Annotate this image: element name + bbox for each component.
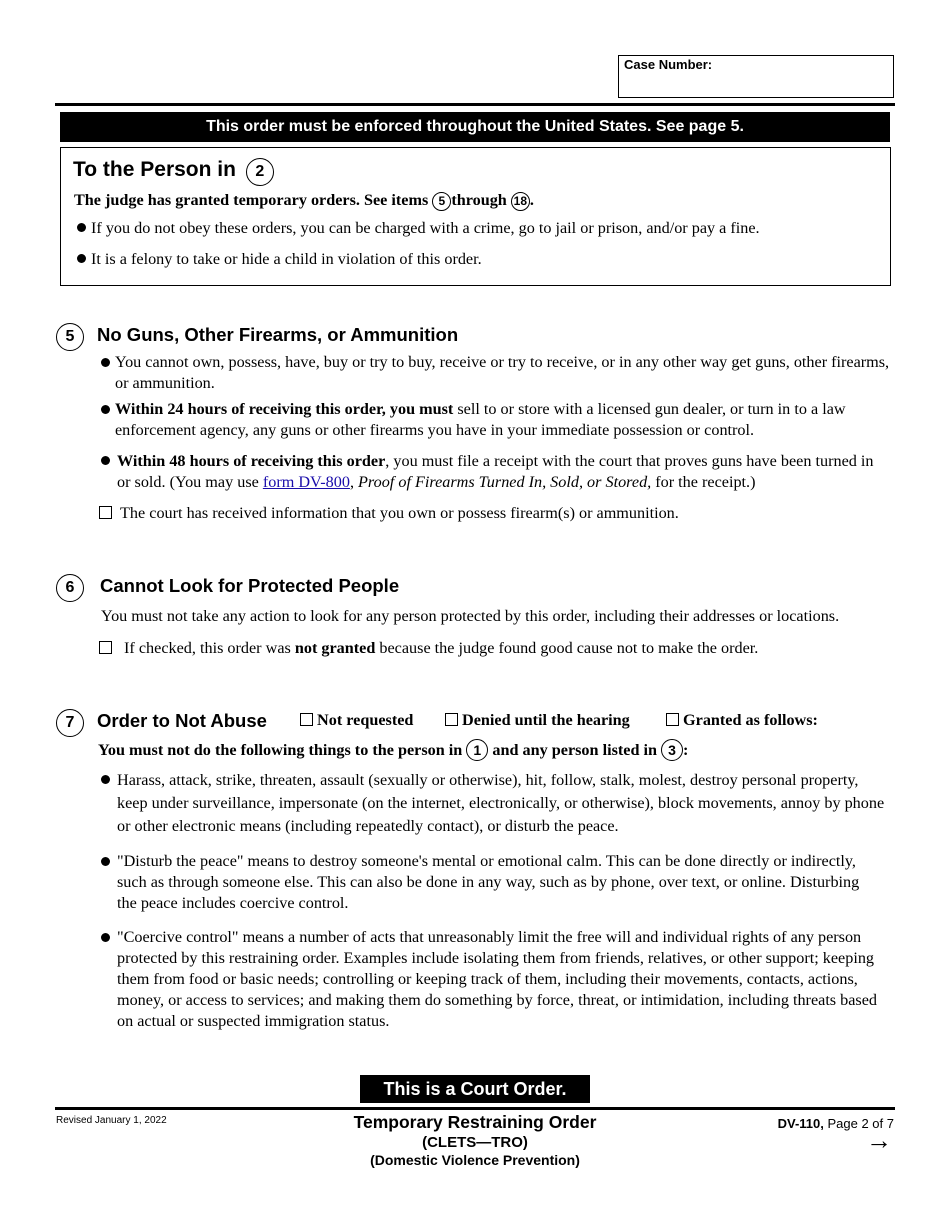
- option-not-requested: Not requested: [300, 710, 413, 731]
- option-denied: Denied until the hearing: [445, 710, 630, 731]
- bullet-icon: [101, 358, 110, 367]
- section-7-bullet: "Coercive control" means a number of acts that unreasonably limit the free will and individual rights of any person protected by this restraining order. Examples include isolating them from friends, relatives, or other support; keeping them from food or basic needs; controlling or keeping track of them, including their movements, contacts, actions, money, or access to services; and making them do something by force, threat, or intimidation, including threats based on actual or suspected immigration status.: [117, 928, 878, 1030]
- item-ref-circle: 18: [511, 192, 530, 211]
- section-5-bullet: You cannot own, possess, have, buy or try to buy, receive or try to receive, or in any other way get guns, other firearms, or ammunition.: [115, 353, 890, 392]
- section-5-number: 5: [56, 323, 84, 351]
- item-ref-circle: 5: [432, 192, 451, 211]
- court-order-banner: This is a Court Order.: [360, 1075, 590, 1103]
- person-bullet: It is a felony to take or hide a child in violation of this order.: [91, 250, 482, 268]
- granted-orders-line: The judge has granted temporary orders. See items 5 through 18 .: [74, 191, 534, 209]
- section-7-bullet: Harass, attack, strike, threaten, assault (sexually or otherwise), hit, follow, stalk, molest, destroy personal property, keep under surveillance, impersonate (on the internet, electronically, or otherwise), block movements, annoy by phone or other electronic means (including repeatedly contact), or disturb the peace.: [117, 771, 885, 835]
- bullet-icon: [101, 857, 110, 866]
- item-ref-circle: 3: [661, 739, 683, 761]
- firearms-info-checkbox[interactable]: [99, 506, 112, 519]
- form-dv-800-link[interactable]: form DV-800: [262, 473, 350, 491]
- option-granted: Granted as follows:: [666, 710, 818, 731]
- next-page-arrow-icon[interactable]: →: [866, 1125, 892, 1155]
- form-title: Temporary Restraining Order (CLETS—TRO) (Domestic Violence Prevention): [353, 1112, 597, 1168]
- section-6-title: Cannot Look for Protected People: [100, 575, 400, 596]
- case-number-field[interactable]: [618, 55, 894, 98]
- enforcement-banner: This order must be enforced throughout the United States. See page 5.: [60, 112, 890, 142]
- section-6-text: You must not take any action to look for any person protected by this order, including their addresses or locations.: [101, 607, 840, 625]
- must-not-line: You must not do the following things to the person in 1 and any person listed in 3 :: [98, 741, 689, 759]
- section-7-bullet: "Disturb the peace" means to destroy someone's mental or emotional calm. This can be done directly or indirectly, such as through someone else. This can also be done in any way, such as by phone, over text, or online. Disturbing the peace includes coercive control.: [117, 852, 860, 912]
- page-indicator: DV-110, Page 2 of 7: [777, 1116, 894, 1131]
- section-5-bullet: Within 48 hours of receiving this order, you must file a receipt with the court that proves guns have been turned in or sold. (You may use form DV-800, Proof of Firearms Turned In, Sold, or Stored, for the receipt.): [117, 452, 874, 491]
- not-requested-checkbox[interactable]: [300, 713, 313, 726]
- firearms-info-row: The court has received information that you own or possess firearm(s) or ammunition.: [99, 503, 679, 524]
- item-ref-circle: 2: [246, 158, 274, 186]
- bullet-icon: [101, 775, 110, 784]
- bottom-rule: [55, 1107, 895, 1110]
- top-rule: [55, 103, 895, 106]
- denied-checkbox[interactable]: [445, 713, 458, 726]
- person-box-title: To the Person in 2: [73, 158, 274, 186]
- bullet-icon: [101, 456, 110, 465]
- bullet-icon: [77, 223, 86, 232]
- not-granted-row: If checked, this order was not granted because the judge found good cause not to make the order.: [99, 638, 758, 659]
- bullet-icon: [101, 405, 110, 414]
- bullet-icon: [101, 933, 110, 942]
- case-number-label: Case Number:: [624, 57, 713, 72]
- granted-checkbox[interactable]: [666, 713, 679, 726]
- item-ref-circle: 1: [466, 739, 488, 761]
- section-7-title: Order to Not Abuse: [97, 710, 267, 731]
- person-bullet: If you do not obey these orders, you can be charged with a crime, go to jail or prison, and/or pay a fine.: [91, 219, 760, 237]
- section-7-number: 7: [56, 709, 84, 737]
- bullet-icon: [77, 254, 86, 263]
- section-5-bullet: Within 24 hours of receiving this order, you must sell to or store with a licensed gun dealer, or turn in to a law enforcement agency, any guns or other firearms you have in your immediate possession or control.: [115, 400, 846, 439]
- not-granted-checkbox[interactable]: [99, 641, 112, 654]
- section-5-title: No Guns, Other Firearms, or Ammunition: [97, 324, 459, 345]
- revised-date: Revised January 1, 2022: [56, 1115, 167, 1126]
- section-6-number: 6: [56, 574, 84, 602]
